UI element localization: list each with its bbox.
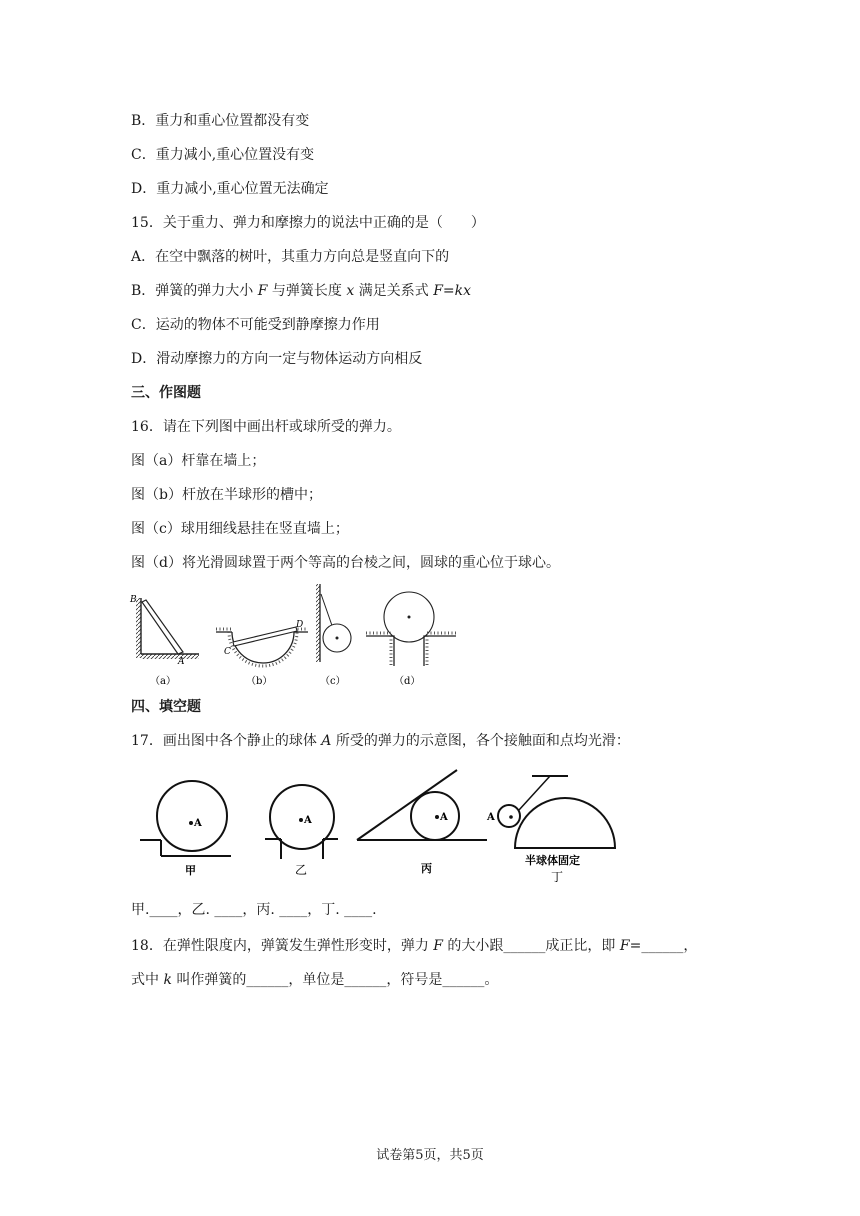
q17-stem-var-a: A bbox=[321, 733, 332, 749]
ball-label-yi: A bbox=[304, 815, 312, 826]
label-b-point: B bbox=[130, 595, 137, 605]
q17-stem-text: 17．画出图中各个静止的球体 bbox=[131, 733, 322, 749]
q15-option-a: A．在空中飘落的树叶，其重力方向总是竖直向下的 bbox=[131, 249, 450, 265]
q16-stem: 16．请在下列图中画出杆或球所受的弹力。 bbox=[131, 419, 401, 435]
caption-ding-note: 半球体固定 bbox=[525, 854, 580, 867]
q16-figures bbox=[126, 580, 466, 692]
caption-ding: 丁 bbox=[551, 870, 564, 884]
q17-stem-text-2: 所受的弹力的示意图，各个接触面和点均光滑： bbox=[331, 733, 630, 749]
caption-c: （c） bbox=[320, 676, 346, 687]
caption-bing: 丙 bbox=[421, 862, 432, 875]
ball-label-jia: A bbox=[194, 818, 202, 829]
caption-d: （d） bbox=[394, 676, 421, 687]
q18-var-f-2: F bbox=[619, 938, 630, 954]
q18-line-1 bbox=[131, 936, 697, 956]
q14-option-d: D．重力减小,重心位置无法确定 bbox=[131, 181, 329, 197]
page-footer: 试卷第5页，共5页 bbox=[376, 1148, 484, 1163]
q18-text: 18．在弹性限度内，弹簧发生弹性形变时，弹力 bbox=[131, 938, 434, 954]
figure-yi bbox=[265, 785, 338, 877]
figure-d bbox=[366, 592, 456, 687]
q15-option-c: C．运动的物体不可能受到静摩擦力作用 bbox=[131, 317, 380, 333]
q15-b-text: B．弹簧的弹力大小 bbox=[131, 283, 258, 299]
figure-c bbox=[316, 584, 351, 687]
ball-label-ding: A bbox=[487, 812, 495, 823]
q17-answer-blanks: 甲.____，乙. ____，丙. ____，丁. ____. bbox=[131, 902, 377, 918]
figure-b bbox=[216, 620, 308, 687]
q14-option-b: B．重力和重心位置都没有变 bbox=[131, 113, 310, 129]
q15-b-text-3: 满足关系式 bbox=[354, 283, 434, 299]
q14-option-c: C．重力减小,重心位置没有变 bbox=[131, 147, 315, 163]
label-a-point: A bbox=[178, 657, 185, 667]
ball-label-bing: A bbox=[440, 812, 448, 823]
q15-option-b bbox=[131, 281, 471, 301]
caption-jia: 甲 bbox=[185, 864, 196, 877]
q18-text-5: 叫作弹簧的______，单位是______，符号是______。 bbox=[171, 972, 499, 988]
q15-b-var-f: F bbox=[257, 283, 268, 299]
q15-option-d: D．滑动摩擦力的方向一定与物体运动方向相反 bbox=[131, 351, 423, 367]
q18-var-k: k bbox=[163, 972, 172, 988]
figure-jia bbox=[140, 781, 231, 877]
q18-line-2 bbox=[131, 970, 498, 990]
q16-item-c: 图（c）球用细线悬挂在竖直墙上； bbox=[131, 521, 349, 537]
q18-text-2: 的大小跟______成正比，即 bbox=[442, 938, 620, 954]
label-c-point: C bbox=[224, 647, 231, 657]
q18-text-4: 式中 bbox=[131, 972, 164, 988]
figure-ding bbox=[486, 776, 615, 884]
q16-item-d: 图（d）将光滑圆球置于两个等高的台棱之间，圆球的重心位于球心。 bbox=[131, 555, 560, 571]
q15-b-text-2: 与弹簧长度 bbox=[267, 283, 347, 299]
q15-b-formula: F=kx bbox=[433, 283, 472, 299]
q18-var-f: F bbox=[433, 938, 443, 954]
caption-b: （b） bbox=[246, 676, 273, 687]
figure-bing bbox=[357, 770, 487, 875]
section-4-title: 四、填空题 bbox=[131, 699, 201, 715]
caption-a: （a） bbox=[150, 676, 176, 687]
q15-stem: 15．关于重力、弹力和摩擦力的说法中正确的是（ ） bbox=[131, 215, 485, 231]
q17-figures bbox=[135, 764, 625, 890]
q17-stem bbox=[131, 731, 630, 751]
label-d-point: D bbox=[296, 620, 304, 630]
section-3-title: 三、作图题 bbox=[131, 385, 201, 401]
q16-item-a: 图（a）杆靠在墙上； bbox=[131, 453, 266, 469]
figure-a bbox=[129, 595, 199, 687]
q16-item-b: 图（b）杆放在半球形的槽中； bbox=[131, 487, 322, 503]
q18-text-3: =______， bbox=[629, 938, 698, 954]
q15-b-var-x: x bbox=[346, 283, 355, 299]
caption-yi: 乙 bbox=[295, 863, 308, 877]
